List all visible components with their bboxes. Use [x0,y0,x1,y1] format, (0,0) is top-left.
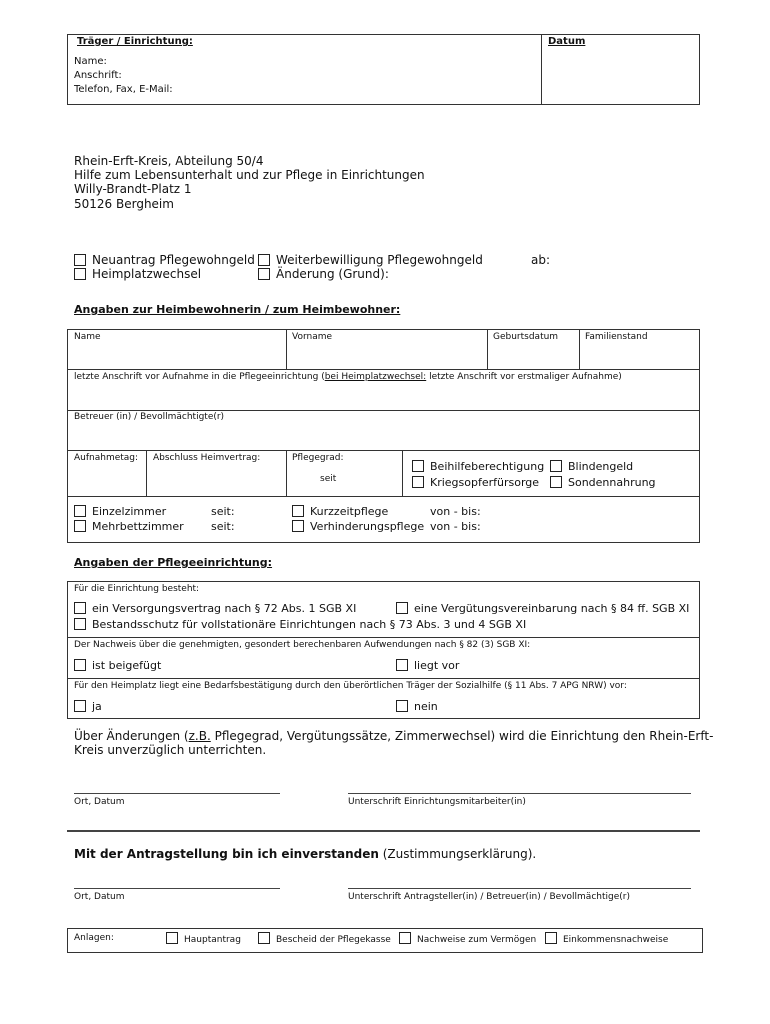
blindengeld-text: Blindengeld [568,460,634,473]
anlagen-label: Anlagen: [74,933,114,943]
neuantrag-option[interactable] [74,253,255,267]
anschrift-label: Anschrift: [74,70,122,81]
verhinderung-vonbis: von - bis: [430,520,481,533]
beigefuegt-checkbox[interactable] [74,659,86,671]
beihilfe-checkbox[interactable] [412,460,424,472]
verhinderung-text: Verhinderungspflege [310,520,425,533]
pflegegrad-label: Pflegegrad: [292,453,344,463]
address-line-3: Willy-Brandt-Platz 1 [74,182,192,196]
notice-line-1: Über Änderungen (z.B. Pflegegrad, Vergütungssätze, Zimmerwechsel) wird die Einrichtung den Rhein-Erft- [74,729,714,743]
sondennahrung-option[interactable] [550,476,656,489]
bestandsschutz-option[interactable] [74,618,526,631]
bescheid-option[interactable] [258,932,391,945]
liegt-vor-option[interactable] [396,659,459,672]
vermoegen-option[interactable] [399,932,536,945]
abschluss-label: Abschluss Heimvertrag: [153,453,261,463]
beihilfe-option[interactable] [412,460,544,473]
bedarf-label: Für den Heimplatz liegt eine Bedarfsbestätigung durch den überörtlichen Träger der Sozialhilfe (§ 11 Abs. 7 APG NRW) vor: [74,681,627,691]
verguetung-text: eine Vergütungsvereinbarung nach § 84 ff. SGB XI [414,602,690,615]
heimplatzwechsel-checkbox[interactable] [74,268,86,280]
geburtsdatum-header: Geburtsdatum [493,332,559,342]
aufnahmetag-label: Aufnahmetag: [74,453,139,463]
kriegsopfer-option[interactable] [412,476,539,489]
liegt-vor-checkbox[interactable] [396,659,408,671]
einzelzimmer-option[interactable] [74,505,166,518]
neuantrag-label: Neuantrag Pflegewohngeld [92,253,255,267]
verhinderung-option[interactable] [292,520,424,533]
vermoegen-text: Nachweise zum Vermögen [417,935,537,945]
kurzzeit-vonbis: von - bis: [430,505,481,518]
weiterbewilligung-label: Weiterbewilligung Pflegewohngeld [276,253,483,267]
mehrbettzimmer-seit: seit: [211,520,235,533]
bescheid-text: Bescheid der Pflegekasse [276,935,391,945]
name-label: Name: [74,56,107,67]
heimplatzwechsel-label: Heimplatzwechsel [92,267,202,281]
neuantrag-checkbox[interactable] [74,254,86,266]
datum-label: Datum [548,36,586,47]
verguetung-checkbox[interactable] [396,602,408,614]
unterschrift-line-2[interactable] [348,888,691,889]
ort-datum-label-2: Ort, Datum [74,892,125,902]
hauptantrag-text: Hauptantrag [184,935,241,945]
mehrbettzimmer-option[interactable] [74,520,184,533]
bewohner-heading: Angaben zur Heimbewohnerin / zum Heimbewohner: [74,303,401,316]
vorname-header: Vorname [292,332,333,342]
nein-checkbox[interactable] [396,700,408,712]
verguetung-option[interactable] [396,602,689,615]
kriegsopfer-text: Kriegsopferfürsorge [430,476,540,489]
kurzzeit-text: Kurzzeitpflege [310,505,389,518]
ab-label: ab: [531,253,551,267]
einkommen-option[interactable] [545,932,668,945]
notice-line-2: Kreis unverzüglich unterrichten. [74,743,267,757]
einzelzimmer-seit: seit: [211,505,235,518]
nein-option[interactable] [396,700,438,713]
einkommen-text: Einkommensnachweise [563,935,669,945]
einkommen-checkbox[interactable] [545,932,557,944]
betreuer-label: Betreuer (in) / Bevollmächtigte(r) [74,412,225,422]
blindengeld-checkbox[interactable] [550,460,562,472]
unterschrift-label-2: Unterschrift Antragsteller(in) / Betreuer(in) / Bevollmächtige(r) [348,892,630,902]
sondennahrung-checkbox[interactable] [550,476,562,488]
nachweis-label: Der Nachweis über die genehmigten, gesondert berechenbaren Aufwendungen nach § 82 (3) SGB XI: [74,640,531,650]
name-header: Name [74,332,101,342]
besteht-label: Für die Einrichtung besteht: [74,584,200,594]
bescheid-checkbox[interactable] [258,932,270,944]
versorgungsvertrag-checkbox[interactable] [74,602,86,614]
header-divider [541,34,542,105]
familienstand-header: Familienstand [585,332,648,342]
einzelzimmer-text: Einzelzimmer [92,505,167,518]
address-line-4: 50126 Bergheim [74,197,174,211]
pflegegrad-seit-label: seit [320,474,337,484]
kurzzeit-checkbox[interactable] [292,505,304,517]
verhinderung-checkbox[interactable] [292,520,304,532]
nein-text: nein [414,700,438,713]
weiterbewilligung-option[interactable] [258,253,483,267]
mehrbettzimmer-text: Mehrbettzimmer [92,520,184,533]
unterschrift-label-1: Unterschrift Einrichtungsmitarbeiter(in) [348,797,526,807]
traeger-label: Träger / Einrichtung: [77,36,193,47]
mehrbettzimmer-checkbox[interactable] [74,520,86,532]
letzte-anschrift-label: letzte Anschrift vor Aufnahme in die Pflegeeinrichtung (bei Heimplatzwechsel: letzte Anschrift vor erstmaliger Aufnahme) [74,372,622,382]
bestandsschutz-text: Bestandsschutz für vollstationäre Einrichtungen nach § 73 Abs. 3 und 4 SGB XI [92,618,527,631]
versorgungsvertrag-text: ein Versorgungsvertrag nach § 72 Abs. 1 SGB XI [92,602,357,615]
beigefuegt-option[interactable] [74,659,161,672]
telefon-label: Telefon, Fax, E-Mail: [74,84,173,95]
aenderung-checkbox[interactable] [258,268,270,280]
address-line-2: Hilfe zum Lebensunterhalt und zur Pflege in Einrichtungen [74,168,425,182]
kurzzeit-option[interactable] [292,505,388,518]
unterschrift-line-1[interactable] [348,793,691,794]
sondennahrung-text: Sondennahrung [568,476,656,489]
versorgungsvertrag-option[interactable] [74,602,356,615]
beigefuegt-text: ist beigefügt [92,659,162,672]
einrichtung-heading: Angaben der Pflegeeinrichtung: [74,556,273,569]
kriegsopfer-checkbox[interactable] [412,476,424,488]
weiterbewilligung-checkbox[interactable] [258,254,270,266]
consent-text: Mit der Antragstellung bin ich einverstanden (Zustimmungserklärung). [74,847,537,861]
bestandsschutz-checkbox[interactable] [74,618,86,630]
ort-datum-line-1[interactable] [74,793,280,794]
hauptantrag-checkbox[interactable] [166,932,178,944]
liegt-vor-text: liegt vor [414,659,460,672]
aenderung-option[interactable] [258,267,389,281]
ja-checkbox[interactable] [74,700,86,712]
address-line-1: Rhein-Erft-Kreis, Abteilung 50/4 [74,154,264,168]
heimplatzwechsel-option[interactable] [74,267,201,281]
einzelzimmer-checkbox[interactable] [74,505,86,517]
hauptantrag-option[interactable] [166,932,241,945]
ja-option[interactable] [74,700,102,713]
vermoegen-checkbox[interactable] [399,932,411,944]
ja-text: ja [92,700,102,713]
blindengeld-option[interactable] [550,460,633,473]
ort-datum-line-2[interactable] [74,888,280,889]
beihilfe-text: Beihilfeberechtigung [430,460,545,473]
ort-datum-label-1: Ort, Datum [74,797,125,807]
aenderung-label: Änderung (Grund): [276,267,389,281]
separator-line [67,830,700,832]
